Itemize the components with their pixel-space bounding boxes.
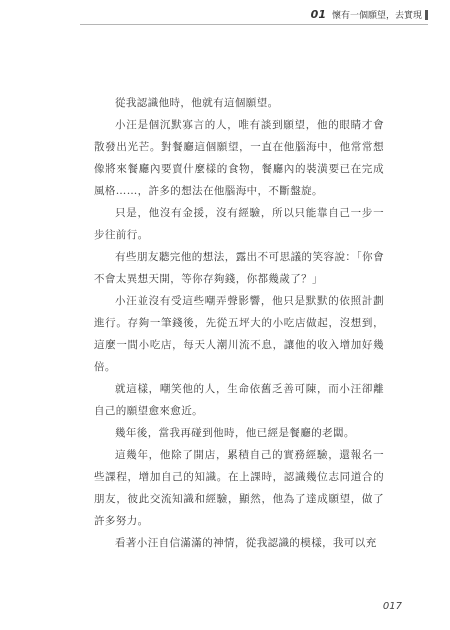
page-number: 017 xyxy=(382,601,402,612)
corner-mark xyxy=(425,10,428,20)
paragraph: 只是，他沒有金援，沒有經驗，所以只能靠自己一步一步往前行。 xyxy=(94,207,384,241)
header-rule xyxy=(80,24,428,25)
paragraph: 有些朋友聽完他的想法，露出不可思議的笑容說：「你會不會太異想天開，等你存夠錢，你都幾歲了？」 xyxy=(94,251,384,285)
body-text xyxy=(94,92,384,554)
paragraph: 幾年後，當我再碰到他時，他已經是餐廳的老闆。 xyxy=(115,427,355,439)
chapter-title: 懷有一個願望，去實現 xyxy=(331,11,422,21)
paragraph: 小汪並沒有受這些嘲弄聲影響，他只是默默的依照計劃進行。存夠一筆錢後，先從五坪大的小吃店做起，沒想到，這麼一間小吃店，每天人潮川流不息，讓他的收入增加好幾倍。 xyxy=(94,295,384,373)
paragraph: 看著小汪自信滿滿的神情，從我認識的模樣，我可以充 xyxy=(115,537,377,549)
paragraph: 從我認識他時，他就有這個願望。 xyxy=(115,97,279,109)
running-header xyxy=(311,8,422,21)
paragraph: 小汪是個沉默寡言的人，唯有談到願望，他的眼睛才會散發出光芒。對餐廳這個願望，一直在他腦海中，他常常想像將來餐廳內要賣什麼樣的食物，餐廳內的裝潢要已在完成風格……，許多的想法在他腦海中，不斷盤旋。 xyxy=(94,119,384,197)
chapter-number: 01 xyxy=(310,8,326,21)
paragraph: 這幾年，他除了開店，累積自己的實務經驗，還報名一些課程，增加自己的知識。在上課時，認識幾位志同道合的朋友，彼此交流知識和經驗，顯然，他為了達成願望，做了許多努力。 xyxy=(94,449,384,527)
paragraph: 就這樣，嘲笑他的人，生命依舊乏善可陳，而小汪卻離自己的願望愈來愈近。 xyxy=(94,383,384,417)
